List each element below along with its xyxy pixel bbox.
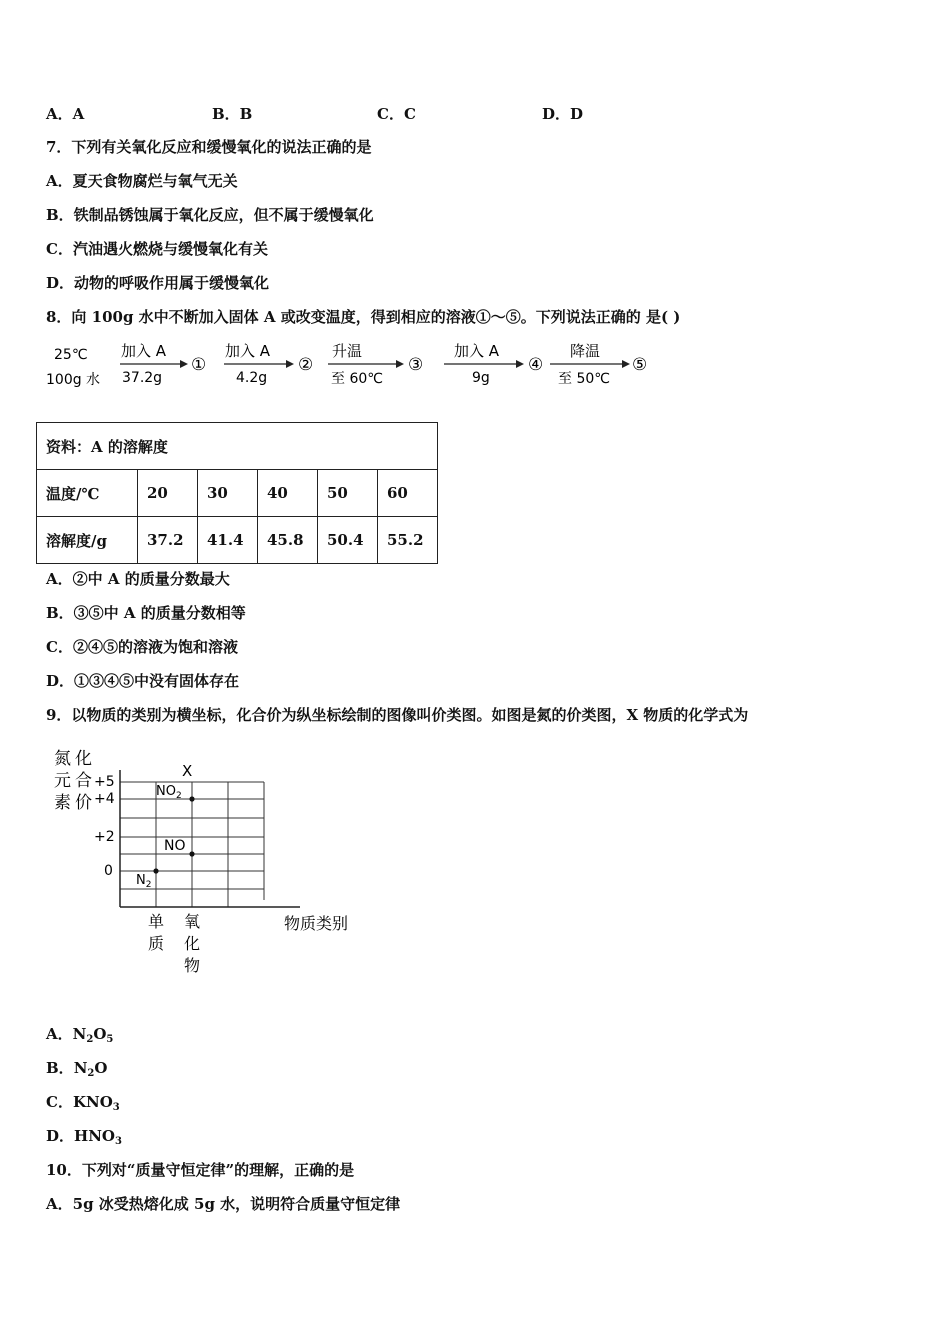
flow-step4-bottom: 9g bbox=[472, 370, 490, 386]
y-title-char: 素 bbox=[54, 793, 71, 813]
table-cell: 55.2 bbox=[378, 517, 438, 564]
q6-option-d: D．D bbox=[542, 105, 584, 123]
table-cell: 60 bbox=[378, 470, 438, 517]
y-title-char: 合 bbox=[75, 771, 92, 791]
q8-stem: 8．向 100g 水中不断加入固体 A 或改变温度，得到相应的溶液①～⑤。下列说法正确的 是( ) bbox=[46, 308, 681, 326]
temperature-label: 温度/℃ bbox=[37, 470, 138, 517]
q7-stem: 7．下列有关氧化反应和缓慢氧化的说法正确的是 bbox=[46, 138, 372, 156]
flow-step5-top: 降温 bbox=[570, 342, 601, 360]
y-tick-label: +5 bbox=[94, 774, 115, 790]
flow-step2-top: 加入 A bbox=[225, 342, 271, 360]
q6-option-b: B．B bbox=[212, 105, 253, 123]
q8-option-c: C．②④⑤的溶液为饱和溶液 bbox=[46, 638, 238, 656]
point-no2 bbox=[189, 796, 194, 801]
x-axis-title: 物质类别 bbox=[284, 914, 349, 933]
y-tick-label: +4 bbox=[94, 791, 115, 807]
x-category-char: 化 bbox=[184, 934, 201, 953]
q10-option-a: A．5g 冰受热熔化成 5g 水，说明符合质量守恒定律 bbox=[46, 1195, 401, 1213]
q9-stem: 9．以物质的类别为横坐标，化合价为纵坐标绘制的图像叫价类图。如图是氮的价类图，X 物质的化学式为 bbox=[46, 706, 749, 724]
q9-option-d: D．$HNO_3$ bbox=[46, 1127, 122, 1147]
y-title-char: 化 bbox=[75, 749, 92, 769]
y-title-char: 元 bbox=[54, 771, 71, 791]
table-title-row bbox=[37, 423, 438, 470]
x-category-char: 质 bbox=[148, 934, 165, 953]
flow-step3-result: ③ bbox=[408, 355, 424, 375]
q7-option-c: C．汽油遇火燃烧与缓慢氧化有关 bbox=[46, 240, 268, 258]
flow-step3-bottom: 至 60℃ bbox=[331, 371, 383, 387]
flow-step1-bottom: 37.2g bbox=[122, 370, 163, 386]
solubility-row bbox=[37, 517, 438, 564]
table-cell: 40 bbox=[258, 470, 318, 517]
flow-step2-result: ② bbox=[298, 355, 314, 375]
flow-step2-bottom: 4.2g bbox=[236, 370, 268, 386]
x-category-char: 氧 bbox=[184, 912, 201, 931]
point-no bbox=[189, 851, 194, 856]
solubility-label: 溶解度/g bbox=[37, 517, 138, 564]
x-category-char: 物 bbox=[184, 956, 201, 975]
y-tick-label: 0 bbox=[104, 863, 113, 879]
q8-option-a: A．②中 A 的质量分数最大 bbox=[46, 570, 230, 588]
q8-option-b: B．③⑤中 A 的质量分数相等 bbox=[46, 604, 246, 622]
x-category-char: 单 bbox=[148, 912, 165, 931]
nitrogen-valence-class-chart bbox=[48, 740, 378, 985]
flow-start-water: 100g 水 bbox=[46, 372, 101, 388]
table-title: 资料：A 的溶解度 bbox=[37, 423, 438, 470]
q7-option-d: D．动物的呼吸作用属于缓慢氧化 bbox=[46, 274, 270, 292]
q9-option-b: B．$N_2O$ bbox=[46, 1059, 108, 1079]
flow-step3-top: 升温 bbox=[332, 342, 363, 360]
flow-step5-bottom: 至 50℃ bbox=[558, 371, 610, 387]
q7-option-a: A．夏天食物腐烂与氧气无关 bbox=[46, 172, 238, 190]
flow-step4-result: ④ bbox=[528, 355, 544, 375]
q7-option-b: B．铁制品锈蚀属于氧化反应，但不属于缓慢氧化 bbox=[46, 206, 374, 224]
q8-option-d: D．①③④⑤中没有固体存在 bbox=[46, 672, 240, 690]
q6-option-c: C．C bbox=[377, 105, 416, 123]
q10-stem: 10．下列对“质量守恒定律”的理解，正确的是 bbox=[46, 1161, 355, 1179]
flow-step1-result: ① bbox=[191, 355, 207, 375]
q8-process-flow-diagram bbox=[40, 338, 680, 394]
table-cell: 41.4 bbox=[198, 517, 258, 564]
y-title-char: 价 bbox=[75, 793, 92, 813]
table-cell: 30 bbox=[198, 470, 258, 517]
q9-option-c: C．$KNO_3$ bbox=[46, 1093, 120, 1113]
point-label-x: X bbox=[182, 762, 193, 780]
flow-start-temp: 25℃ bbox=[54, 347, 88, 363]
point-label-no: NO bbox=[164, 838, 186, 854]
table-cell: 45.8 bbox=[258, 517, 318, 564]
flow-step5-result: ⑤ bbox=[632, 355, 648, 375]
q9-option-a: A．$N_2O_5$ bbox=[46, 1025, 114, 1045]
table-cell: 50.4 bbox=[318, 517, 378, 564]
table-cell: 20 bbox=[138, 470, 198, 517]
point-n2 bbox=[153, 868, 158, 873]
table-cell: 37.2 bbox=[138, 517, 198, 564]
point-label-no2: $NO_2$ bbox=[156, 784, 182, 801]
flow-step4-top: 加入 A bbox=[454, 342, 500, 360]
flow-step1-top: 加入 A bbox=[121, 342, 167, 360]
solubility-table bbox=[36, 422, 438, 564]
table-cell: 50 bbox=[318, 470, 378, 517]
temperature-row bbox=[37, 470, 438, 517]
q6-option-a: A．A bbox=[46, 105, 85, 123]
point-label-n2: $N_2$ bbox=[136, 873, 152, 890]
y-title-char: 氮 bbox=[54, 749, 71, 769]
y-tick-label: +2 bbox=[94, 829, 115, 845]
